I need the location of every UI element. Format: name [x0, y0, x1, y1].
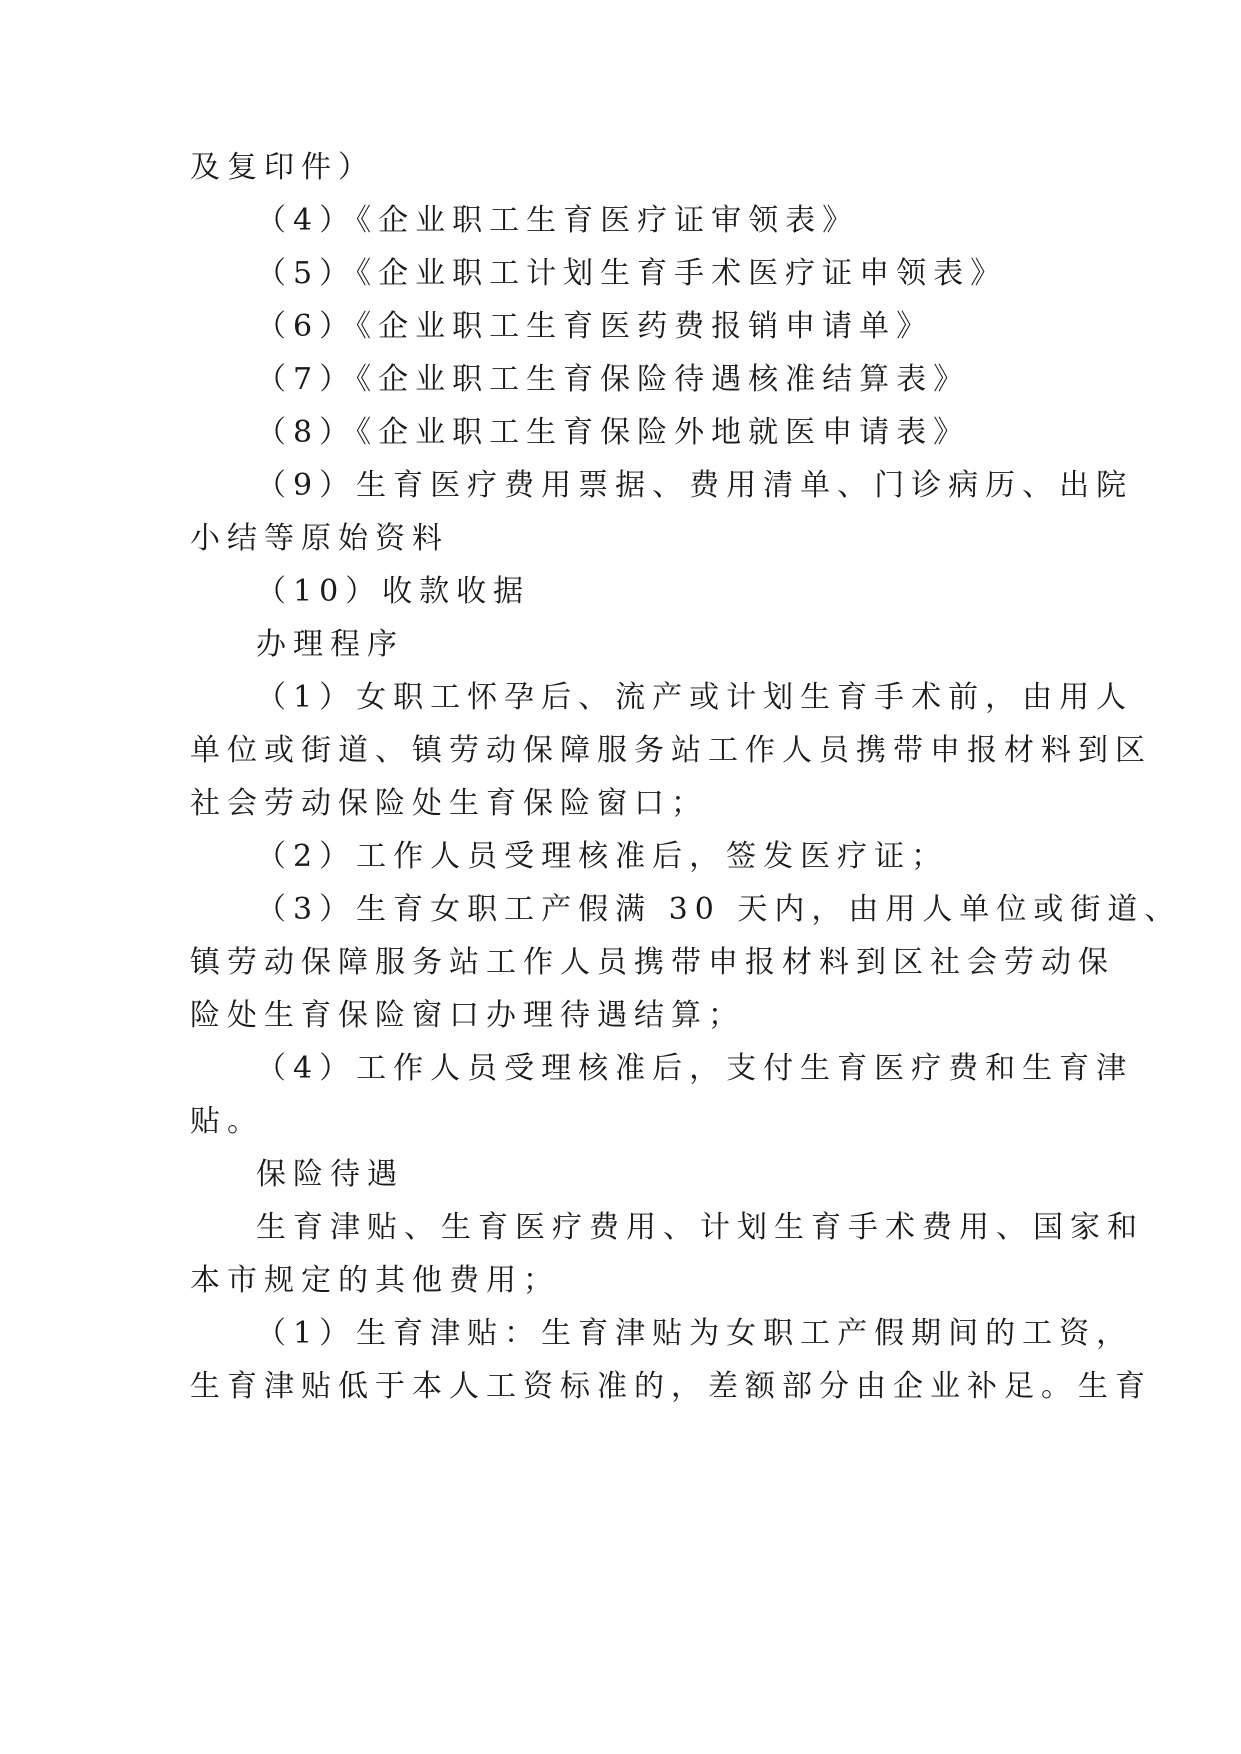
- paragraph-line: 及复印件）: [190, 150, 375, 185]
- section-heading: 保险待遇: [256, 1157, 404, 1192]
- paragraph-line: 单位或街道、镇劳动保障服务站工作人员携带申报材料到区: [190, 733, 1152, 768]
- paragraph-line: 贴。: [190, 1104, 264, 1139]
- paragraph-line: （10）收款收据: [256, 574, 531, 609]
- paragraph-line: （7）《企业职工生育保险待遇核准结算表》: [256, 362, 971, 397]
- paragraph-line: （1）生育津贴：生育津贴为女职工产假期间的工资，: [256, 1316, 1134, 1351]
- paragraph-line: （9）生育医疗费用票据、费用清单、门诊病历、出院: [256, 468, 1134, 503]
- paragraph-line: （3）生育女职工产假满 30 天内，由用人单位或街道、: [256, 892, 1182, 927]
- paragraph-line: 镇劳动保障服务站工作人员携带申报材料到区社会劳动保: [190, 945, 1115, 980]
- paragraph-line: 社会劳动保险处生育保险窗口；: [190, 786, 708, 821]
- paragraph-line: 本市规定的其他费用；: [190, 1263, 560, 1298]
- paragraph-line: （4）《企业职工生育医疗证审领表》: [256, 203, 860, 238]
- paragraph-line: 险处生育保险窗口办理待遇结算；: [190, 998, 745, 1033]
- paragraph-line: （4）工作人员受理核准后，支付生育医疗费和生育津: [256, 1051, 1134, 1086]
- section-heading: 办理程序: [256, 627, 404, 662]
- paragraph-line: 生育津贴、生育医疗费用、计划生育手术费用、国家和: [256, 1210, 1144, 1245]
- paragraph-line: （5）《企业职工计划生育手术医疗证申领表》: [256, 256, 1008, 291]
- paragraph-line: （8）《企业职工生育保险外地就医申请表》: [256, 415, 971, 450]
- paragraph-line: 生育津贴低于本人工资标准的，差额部分由企业补足。生育: [190, 1369, 1152, 1404]
- paragraph-line: （1）女职工怀孕后、流产或计划生育手术前，由用人: [256, 680, 1134, 715]
- paragraph-line: （6）《企业职工生育医药费报销申请单》: [256, 309, 934, 344]
- paragraph-line: 小结等原始资料: [190, 521, 449, 556]
- paragraph-line: （2）工作人员受理核准后，签发医疗证；: [256, 839, 949, 874]
